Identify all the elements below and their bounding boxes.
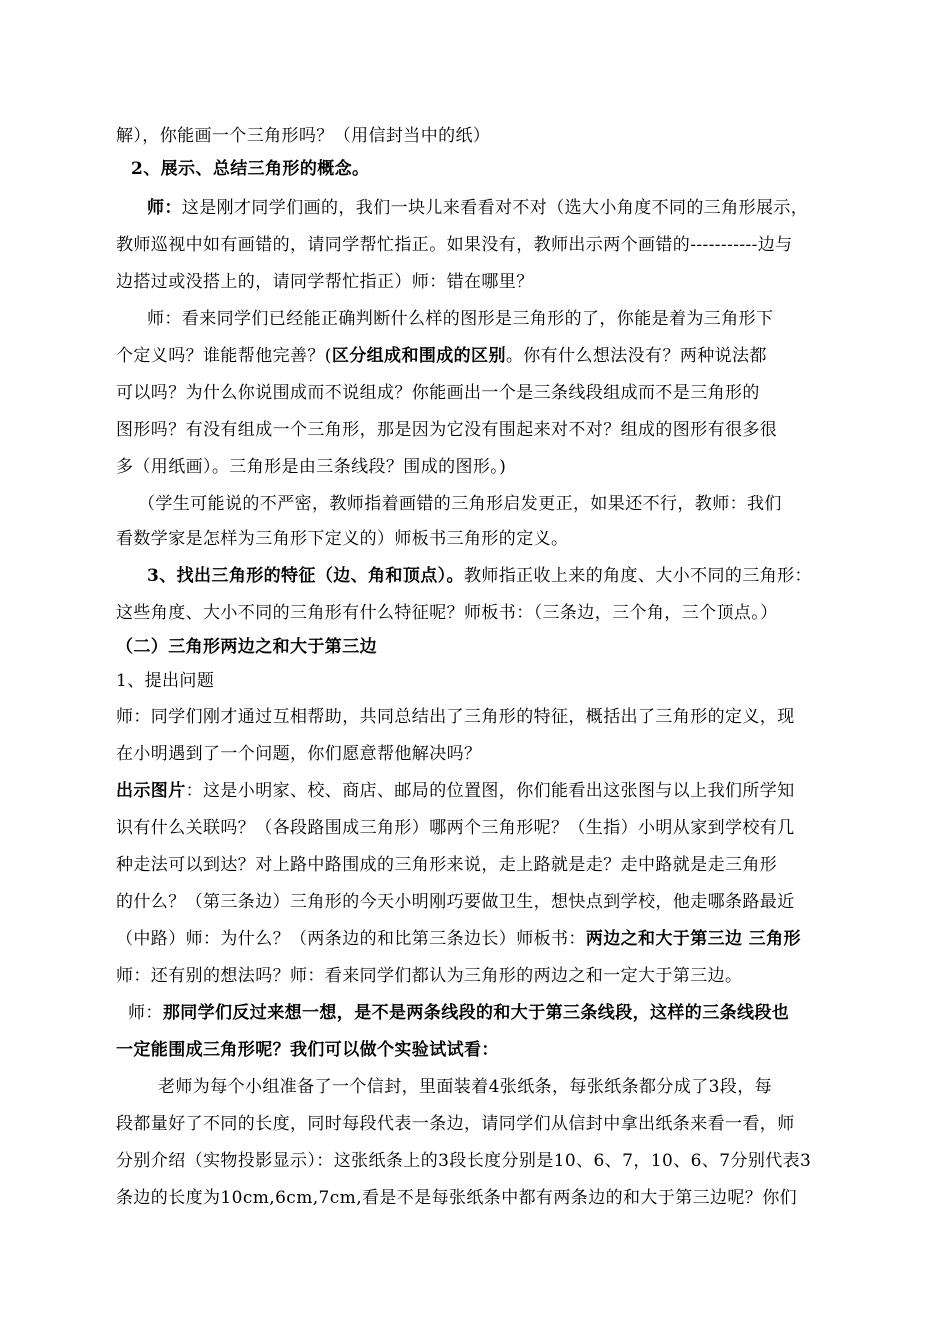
text-run: 段都量好了不同的长度，同时每段代表一条边，请同学们从信封中拿出纸条来看一看，师 (116, 1114, 795, 1134)
text-run: 教师巡视中如有画错的，请同学帮忙指正。如果没有，教师出示两个画错的-----------边与 (116, 235, 793, 255)
text-line (128, 996, 789, 1030)
text-line (116, 922, 801, 956)
text-line (116, 848, 777, 882)
text-line (116, 1033, 499, 1067)
text-line (116, 522, 568, 556)
text-run: 的什么？（第三条边）三角形的今天小明刚巧要做卫生，想快点到学校，他走哪条路最近 (116, 892, 795, 912)
text-run: 两边之和大于第三边 三角形 (585, 929, 801, 949)
text-run: 老师为每个小组准备了一个信封，里面装着4张纸条，每张纸条都分成了3段，每 (158, 1077, 773, 1097)
text-line (138, 487, 782, 521)
text-run: 师： (147, 198, 182, 218)
text-run: （二）三角形两边之和大于第三边 (116, 637, 377, 657)
text-run: 这是刚才同学们画的，我们一块儿来看看对不对（选大小角度不同的三角形展示， (181, 198, 809, 218)
text-run: 区分组成和围成的区别 (331, 346, 506, 366)
text-run: 师： (128, 1003, 163, 1023)
text-line (116, 737, 481, 771)
text-run: 一定能围成三角形呢？我们可以做个实验试试看： (116, 1040, 499, 1060)
text-run: 多（用纸画）。三角形是由三条线段？围成的图形。) (116, 457, 507, 477)
text-line (116, 119, 490, 153)
text-run: 师：同学们刚才通过互相帮助，共同总结出了三角形的特征，概括出了三角形的定义，现 (116, 707, 795, 727)
text-line (116, 1107, 795, 1141)
text-line (116, 450, 506, 484)
text-line (116, 265, 534, 299)
text-line (158, 1070, 772, 1104)
text-run: 解），你能画一个三角形吗？（用信封当中的纸） (116, 126, 491, 146)
text-line (116, 376, 760, 410)
text-line (116, 1144, 811, 1178)
text-run: 2、展示、总结三角形的概念。 (131, 159, 370, 179)
text-run: （学生可能说的不严密，教师指着画错的三角形启发更正，如果还不行，教师：我们 (138, 494, 782, 514)
text-run: 可以吗？为什么你说围成而不说组成？你能画出一个是三条线段组成而不是三角形的 (116, 383, 760, 403)
text-line (116, 811, 795, 845)
text-line (116, 596, 778, 630)
text-line (147, 191, 808, 225)
text-run: 师：还有别的想法吗？师：看来同学们都认为三角形的两边之和一定大于第三边。 (116, 966, 743, 986)
text-run: 师：看来同学们已经能正确判断什么样的图形是三角形的了，你能是着为三角形下 (147, 309, 774, 329)
section-heading (131, 152, 369, 186)
section-heading (116, 630, 377, 664)
subsection-heading (116, 664, 214, 698)
text-run: 个定义吗？谁能帮他完善？( (116, 346, 332, 366)
text-line (116, 885, 795, 919)
text-run: 条边的长度为10cm,6cm,7cm,看是不是每张纸条中都有两条边的和大于第三边呢？你们 (116, 1188, 797, 1208)
text-run: 。你有什么想法没有？两种说法都 (505, 346, 767, 366)
text-run: 边搭过或没搭上的，请同学帮忙指正）师：错在哪里？ (116, 272, 534, 292)
text-run: 这些角度、大小不同的三角形有什么特征呢？师板书：（三条边，三个角，三个顶点。） (116, 603, 778, 623)
text-line (147, 302, 773, 336)
text-run: （中路）师：为什么？（两条边的和比第三条边长）师板书： (116, 929, 586, 949)
text-line (116, 959, 742, 993)
text-run: 分别介绍（实物投影显示）：这张纸条上的3段长度分别是10、6、7，10、6、7分别代表3 (116, 1151, 812, 1171)
text-run: 在小明遇到了一个问题，你们愿意帮他解决吗？ (116, 744, 482, 764)
text-line (116, 774, 795, 808)
text-run: 教师指正收上来的角度、大小不同的三角形： (463, 566, 812, 586)
text-run: 那同学们反过来想一想，是不是两条线段的和大于第三条线段，这样的三条线段也 (162, 1003, 790, 1023)
text-run: 看数学家是怎样为三角形下定义的）师板书三角形的定义。 (116, 529, 569, 549)
text-run: ：这是小明家、校、商店、邮局的位置图，你们能看出这张图与以上我们所学知 (185, 781, 795, 801)
text-run: 1、提出问题 (116, 671, 215, 691)
section-heading (147, 559, 812, 593)
text-run: 图形吗？有没有组成一个三角形，那是因为它没有围起来对不对？组成的图形有很多很 (116, 420, 778, 440)
text-run: 3、找出三角形的特征（边、角和顶点）。 (147, 566, 464, 586)
text-line (116, 1181, 797, 1215)
text-line (116, 339, 767, 373)
text-line (116, 413, 777, 447)
text-run: 识有什么关联吗？（各段路围成三角形）哪两个三角形呢？（生指）小明从家到学校有几 (116, 818, 795, 838)
text-run: 种走法可以到达？对上路中路围成的三角形来说，走上路就是走？走中路就是走三角形 (116, 855, 778, 875)
text-line (116, 700, 795, 734)
text-line (116, 228, 793, 262)
text-run: 出示图片 (116, 781, 186, 801)
